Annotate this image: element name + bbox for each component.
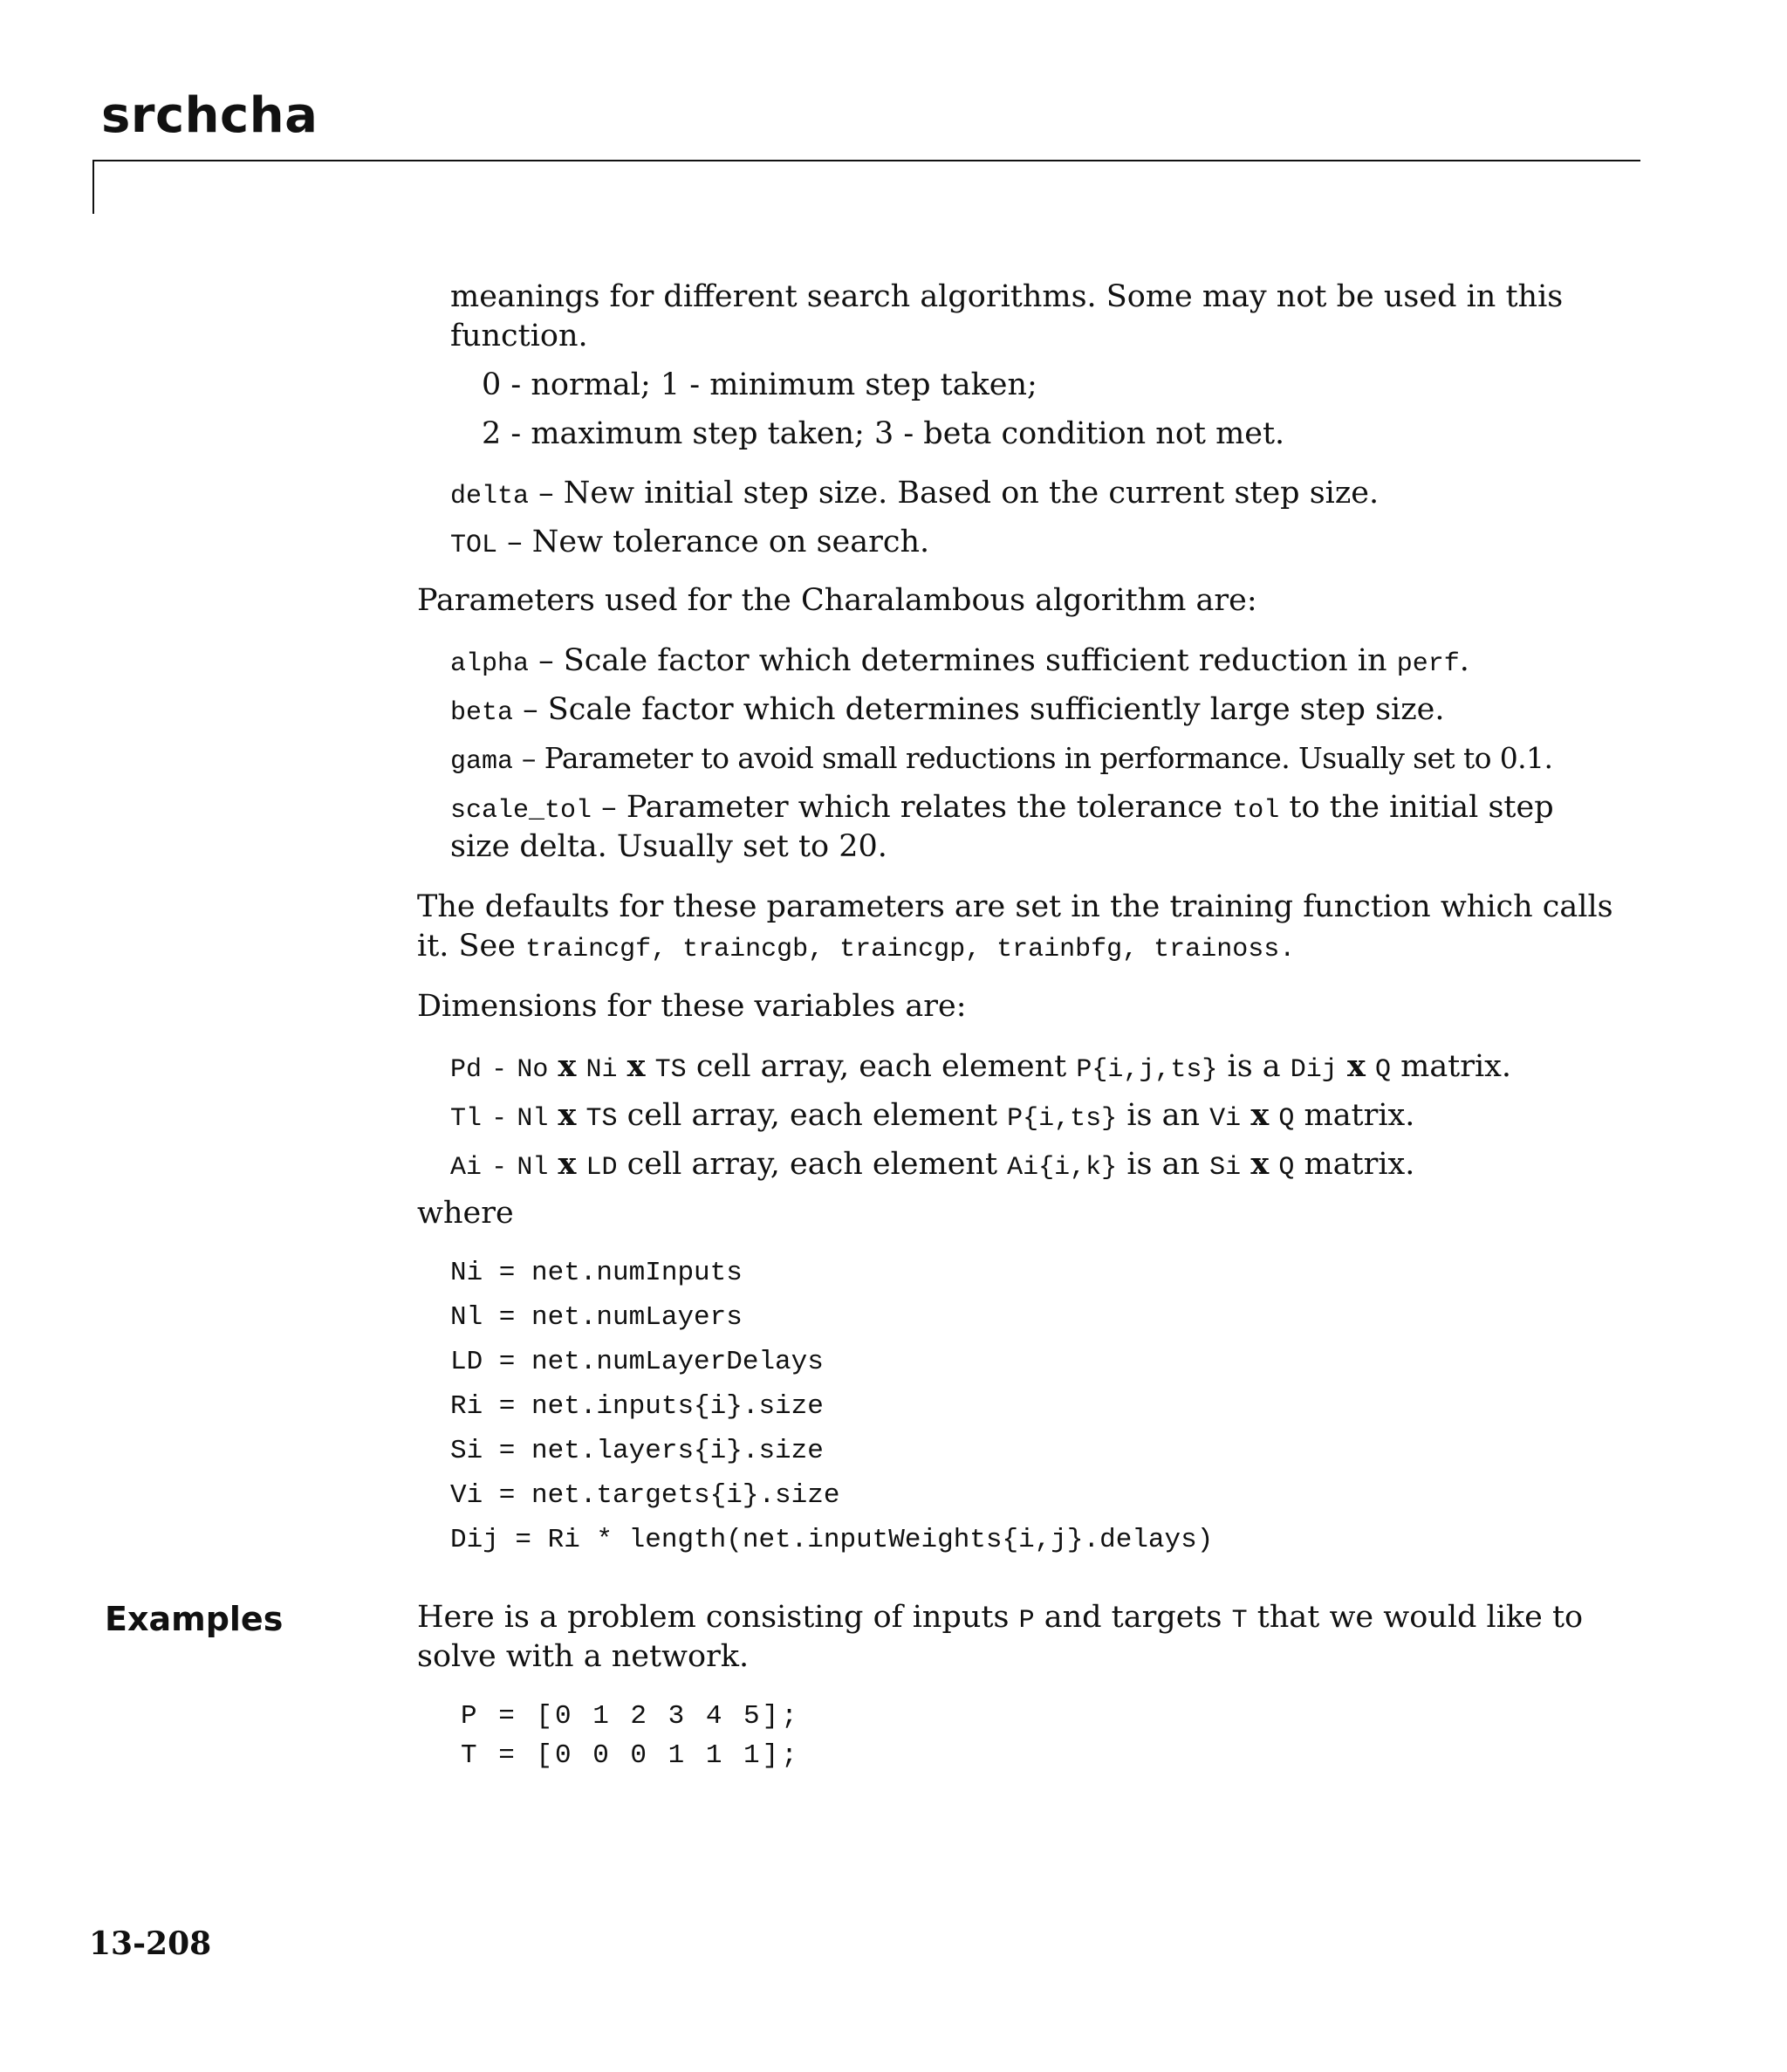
param-gama-desc: Parameter to avoid small reductions in performance. Usually set to 0.1. [544,741,1553,775]
dim-ai-x1: x [558,1146,577,1182]
dim-ai-b: LD [585,1153,618,1183]
param-alpha [450,641,1469,684]
dim-pd-e: Q [1374,1055,1391,1085]
dim-ai-d: Si [1209,1153,1242,1183]
dim-pd-b: Ni [585,1055,618,1085]
dim-pd-element: P{i,j,ts} [1076,1055,1218,1085]
params-intro: Parameters used for the Charalambous algorithm are: [417,583,1257,618]
dim-ai-t2: is an [1126,1147,1201,1182]
dim-pd [450,1046,1511,1090]
param-alpha-desc: Scale factor which determines sufficient reduction in [563,643,1387,678]
output-tol [450,522,929,566]
dim-pd-d: Dij [1290,1055,1338,1085]
param-scale-tol-name: scale_tol [450,796,592,826]
param-beta [450,690,1445,733]
intro-line-2: function. [450,319,588,353]
examples-line-1 [417,1597,1583,1641]
defaults-line-2 [417,926,1295,970]
where-def: Nl = net.numLayers [450,1302,743,1333]
param-scale-tol-desc-1: Parameter which relates the tolerance [626,790,1223,825]
dim-pd-t1: cell array, each element [695,1049,1067,1084]
dim-tl-x1: x [558,1097,577,1133]
dim-ai [450,1144,1414,1188]
param-scale-tol-code: tol [1232,796,1280,826]
output-tol-desc: New tolerance on search. [531,525,930,559]
example-code-line: T = [0 0 0 1 1 1]; [461,1740,800,1771]
examples-line-2: solve with a network. [417,1639,750,1674]
examples-t1: Here is a problem consisting of inputs [417,1600,1010,1635]
output-delta-desc: New initial step size. Based on the current step size. [563,476,1380,511]
param-scale-tol-line-2: size delta. Usually set to 20. [450,829,887,864]
dim-tl-name: Tl [450,1104,483,1134]
header-rule [92,160,1640,161]
param-beta-name: beta [450,698,514,728]
param-alpha-sep: – [538,643,554,678]
defaults-line-1: The defaults for these parameters are set in the training function which calls [417,889,1613,924]
exit-codes-line-1: 0 - normal; 1 - minimum step taken; [482,367,1037,402]
page-number: 13-208 [89,1925,212,1962]
param-scale-tol-desc-2: to the initial step [1289,790,1554,825]
dim-ai-dash: - [491,1153,508,1183]
output-tol-sep: – [507,525,523,559]
param-beta-sep: – [523,692,538,727]
dim-ai-t3: matrix. [1304,1147,1415,1182]
where-def: Ni = net.numInputs [450,1258,743,1288]
param-gama-sep: – [521,741,536,775]
dim-pd-x3: x [1346,1048,1366,1084]
param-alpha-name: alpha [450,649,530,679]
where-def: Si = net.layers{i}.size [450,1436,824,1466]
dim-tl-element: P{i,ts} [1007,1104,1118,1134]
examples-t2: and targets [1044,1600,1222,1635]
defaults-function-list: traincgf, traincgb, traincgp, trainbfg, trainoss. [525,935,1296,964]
where-def: Dij = Ri * length(net.inputWeights{i,j}.delays) [450,1525,1214,1555]
dim-pd-x2: x [626,1048,646,1084]
dim-pd-t3: matrix. [1400,1049,1512,1084]
dim-tl-x3: x [1250,1097,1270,1133]
dim-tl-e: Q [1278,1104,1295,1134]
param-alpha-code: perf [1396,649,1460,679]
param-scale-tol-sep: – [601,790,617,825]
output-tol-name: TOL [450,531,498,560]
dim-tl-d: Vi [1209,1104,1242,1134]
dim-tl-t3: matrix. [1304,1098,1415,1133]
dim-tl [450,1095,1414,1139]
dim-pd-name: Pd [450,1055,483,1085]
dim-pd-a: No [517,1055,549,1085]
dim-tl-t2: is an [1126,1098,1201,1133]
param-gama [450,738,1552,782]
output-delta-sep: – [538,476,554,511]
dim-ai-a: Nl [517,1153,549,1183]
param-scale-tol [450,787,1554,831]
dim-pd-t2: is a [1227,1049,1281,1084]
dims-intro: Dimensions for these variables are: [417,989,967,1024]
dim-ai-t1: cell array, each element [626,1147,998,1182]
dim-tl-t1: cell array, each element [626,1098,998,1133]
defaults-see-label: it. See [417,929,516,964]
dim-pd-x1: x [558,1048,577,1084]
where-label: where [417,1196,514,1231]
page-title: srchcha [101,87,318,144]
where-def: Vi = net.targets{i}.size [450,1480,840,1511]
example-code-line: P = [0 1 2 3 4 5]; [461,1701,800,1732]
where-def: Ri = net.inputs{i}.size [450,1391,824,1422]
header-rule-tick [92,160,94,214]
examples-heading: Examples [105,1600,284,1638]
output-delta [450,473,1379,517]
dim-ai-e: Q [1278,1153,1295,1183]
dim-tl-a: Nl [517,1104,549,1134]
dim-ai-x3: x [1250,1146,1270,1182]
dim-pd-c: TS [654,1055,687,1085]
examples-t: T [1231,1606,1248,1636]
dim-tl-dash: - [491,1104,508,1134]
output-delta-name: delta [450,482,530,511]
where-def: LD = net.numLayerDelays [450,1347,824,1377]
intro-line-1: meanings for different search algorithms. Some may not be used in this [450,279,1564,314]
param-beta-desc: Scale factor which determines sufficiently large step size. [547,692,1445,727]
param-gama-name: gama [450,747,514,777]
examples-t3: that we would like to [1256,1600,1584,1635]
param-alpha-end: . [1459,643,1469,678]
examples-p: P [1018,1606,1035,1636]
dim-ai-name: Ai [450,1153,483,1183]
dim-ai-element: Ai{i,k} [1007,1153,1118,1183]
dim-pd-dash: - [491,1055,508,1085]
exit-codes-line-2: 2 - maximum step taken; 3 - beta condition not met. [482,416,1285,451]
dim-tl-b: TS [585,1104,618,1134]
